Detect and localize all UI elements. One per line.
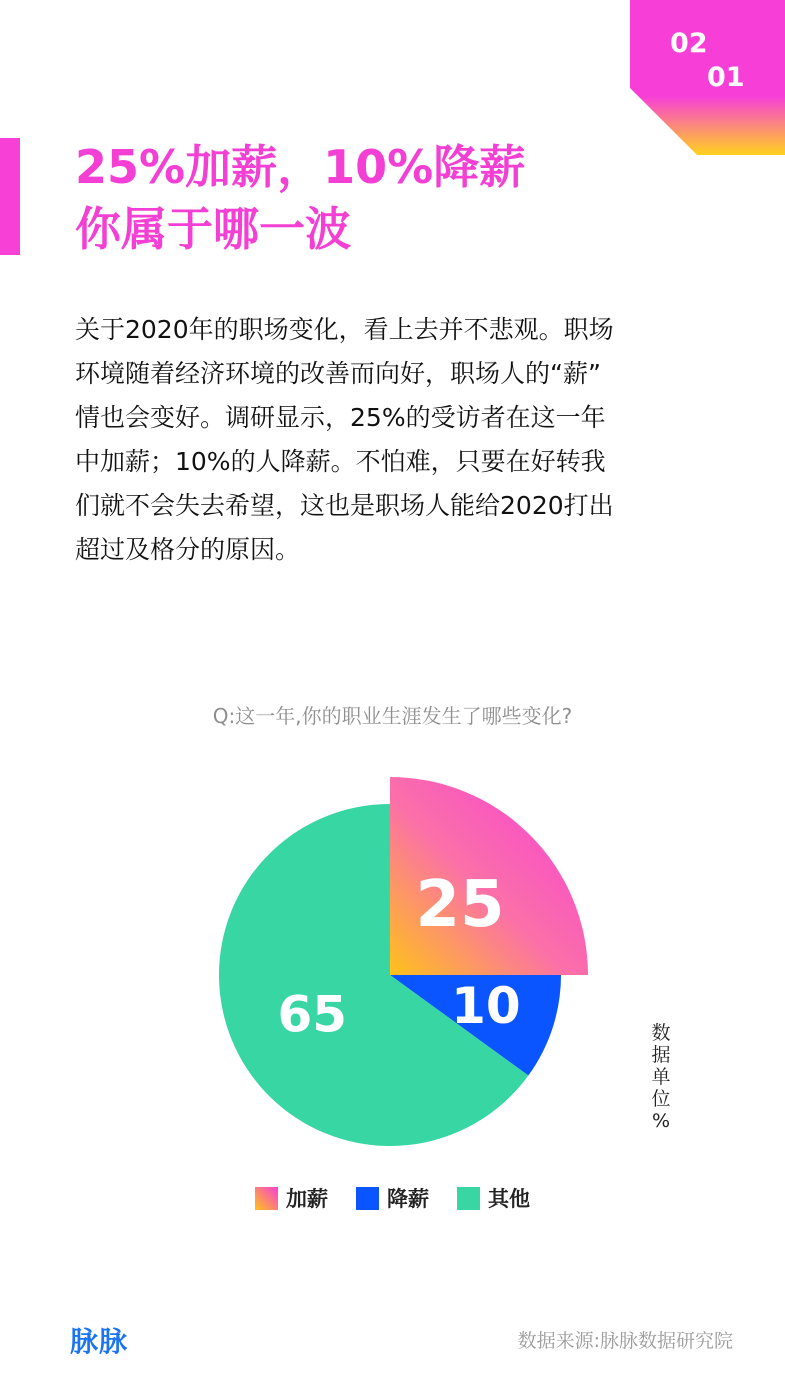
unit-note-char: 数: [651, 1022, 671, 1044]
unit-note-char: 单: [651, 1066, 671, 1088]
headline-line-2: 你属于哪一波: [75, 202, 351, 256]
intro-line: 关于2020年的职场变化，看上去并不悲观。职场: [75, 315, 614, 344]
legend-item-raise: [255, 1183, 328, 1213]
legend-swatch-cut: [356, 1187, 379, 1210]
intro-line: 环境随着经济环境的改善而向好，职场人的“薪”: [75, 359, 601, 388]
unit-note-char: %: [651, 1110, 671, 1132]
legend-label: 降薪: [387, 1187, 429, 1211]
pie-value-label-cut: 10: [451, 977, 521, 1036]
intro-line: 中加薪；10%的人降薪。不怕难，只要在好转我: [75, 447, 606, 476]
title-accent-bar: [0, 138, 20, 255]
pie-value-label-other: 65: [277, 985, 348, 1044]
badge-number-bottom: 01: [707, 62, 745, 93]
data-source-note: 数据来源:脉脉数据研究院: [517, 1330, 733, 1352]
unit-note: [648, 1022, 674, 1132]
pie-value-label-raise: 25: [415, 867, 505, 942]
chart-legend: [0, 1183, 785, 1213]
legend-item-other: [457, 1183, 530, 1213]
legend-swatch-raise: [255, 1187, 278, 1210]
intro-line: 情也会变好。调研显示，25%的受访者在这一年: [75, 403, 606, 432]
legend-label: 加薪: [286, 1187, 328, 1211]
intro-paragraph: [75, 308, 735, 572]
page-number-badge: [630, 0, 785, 155]
unit-note-char: 据: [651, 1044, 671, 1066]
intro-line: 们就不会失去希望，这也是职场人能给2020打出: [75, 491, 614, 520]
badge-number-top: 02: [670, 28, 708, 59]
headline-line-1: 25%加薪，10%降薪: [75, 140, 526, 194]
brand-logo: 脉脉: [70, 1325, 129, 1358]
intro-line: 超过及格分的原因。: [75, 535, 301, 564]
legend-label: 其他: [488, 1187, 530, 1211]
legend-item-cut: [356, 1183, 429, 1213]
legend-swatch-other: [457, 1187, 480, 1210]
chart-question-title: Q:这一年,你的职业生涯发生了哪些变化?: [212, 704, 573, 728]
unit-note-char: 位: [651, 1088, 671, 1110]
